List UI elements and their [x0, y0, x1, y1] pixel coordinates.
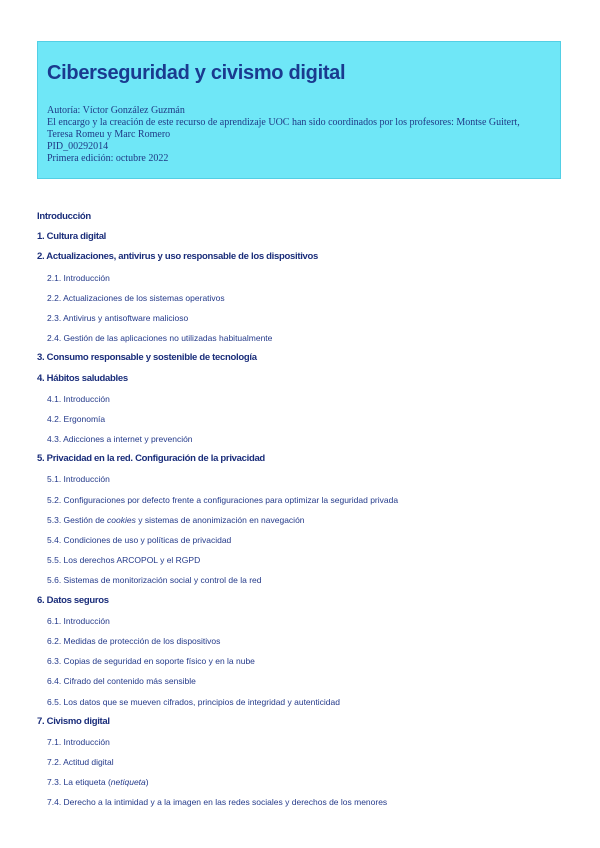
toc-entry-text: 4. Hábitos saludables [37, 372, 128, 384]
toc-entry-text: 4.2. Ergonomía [47, 413, 106, 424]
toc-entry-text: 7.3. La etiqueta ( [47, 777, 111, 788]
toc-entry-text: 4.1. Introducción [47, 393, 110, 404]
toc-entry-italic-term: netiqueta [110, 777, 146, 788]
toc-entry-text: 7.1. Introducción [47, 736, 110, 747]
toc-entry-text: 5.5. Los derechos ARCOPOL y el RGPD [47, 555, 201, 566]
toc-entry-text: 5. Privacidad en la red. Configuración de la privacidad [37, 453, 265, 465]
toc-section-link[interactable] [37, 795, 567, 815]
toc-section-link[interactable] [37, 412, 567, 432]
toc-section-link[interactable] [37, 311, 567, 331]
toc-section-link[interactable] [37, 634, 567, 654]
toc-section-link[interactable] [37, 674, 567, 694]
toc-entry-italic-term: cookies [107, 514, 136, 525]
author-line: Autoría: Víctor González Guzmán [47, 105, 185, 116]
toc-chapter-link[interactable] [37, 372, 567, 392]
toc-entry-text: 7. Civismo digital [37, 715, 110, 727]
title-box [37, 41, 561, 179]
pid-line: PID_00292014 [47, 141, 109, 152]
toc-entry-text: 4.3. Adicciones a internet y prevención [47, 434, 193, 445]
toc-entry-text: 6. Datos seguros [37, 594, 109, 606]
toc-chapter-link[interactable] [37, 210, 567, 230]
toc-section-link[interactable] [37, 654, 567, 674]
toc-section-link[interactable] [37, 755, 567, 775]
toc-section-link[interactable] [37, 573, 567, 593]
toc-entry-text: 3. Consumo responsable y sostenible de tecnología [37, 352, 257, 364]
toc-section-link[interactable] [37, 291, 567, 311]
toc-section-link[interactable] [37, 533, 567, 553]
toc-chapter-link[interactable] [37, 594, 567, 614]
toc-entry-text: 2. Actualizaciones, antivirus y uso responsable de los dispositivos [37, 251, 319, 263]
toc-section-link[interactable] [37, 695, 567, 715]
document-title: Ciberseguridad y civismo digital [47, 62, 346, 84]
toc-entry-text: 6.4. Cifrado del contenido más sensible [47, 676, 196, 687]
toc-entry-text: 5.1. Introducción [47, 474, 110, 485]
toc-entry-text: 6.2. Medidas de protección de los dispositivos [47, 635, 221, 646]
toc-entry-text: 2.4. Gestión de las aplicaciones no utilizadas habitualmente [47, 333, 273, 344]
toc-entry-text: 6.3. Copias de seguridad en soporte físico y en la nube [47, 656, 255, 667]
table-of-contents [37, 210, 567, 816]
toc-section-link[interactable] [37, 432, 567, 452]
document-metadata [47, 105, 560, 165]
toc-section-link[interactable] [37, 614, 567, 634]
toc-entry-text-tail: ) [145, 777, 149, 788]
toc-entry-text: 5.2. Configuraciones por defecto frente a configuraciones para optimizar la seguridad privada [47, 494, 399, 505]
toc-chapter-link[interactable] [37, 250, 567, 270]
toc-entry-text: 6.5. Los datos que se mueven cifrados, principios de integridad y autenticidad [47, 696, 340, 707]
toc-entry-text: 5.3. Gestión de [47, 514, 108, 525]
toc-entry-text: 6.1. Introducción [47, 615, 110, 626]
toc-section-link[interactable] [37, 735, 567, 755]
toc-section-link[interactable] [37, 392, 567, 412]
toc-chapter-link[interactable] [37, 452, 567, 472]
toc-entry-text: 7.4. Derecho a la intimidad y a la imagen en las redes sociales y derechos de los menores [47, 797, 388, 808]
toc-entry-text: 2.1. Introducción [47, 272, 110, 283]
edition-line: Primera edición: octubre 2022 [47, 153, 169, 164]
toc-section-link[interactable] [37, 553, 567, 573]
toc-section-link[interactable] [37, 472, 567, 492]
toc-entry-text: 5.6. Sistemas de monitorización social y control de la red [47, 575, 262, 586]
coordination-line: El encargo y la creación de este recurso de aprendizaje UOC han sido coordinados por los profesores: Montse Guitert, Teresa Romeu y Marc Romero [47, 117, 520, 140]
toc-entry-text: 7.2. Actitud digital [47, 757, 114, 768]
toc-chapter-link[interactable] [37, 230, 567, 250]
toc-entry-text: Introducción [37, 211, 91, 222]
toc-chapter-link[interactable] [37, 351, 567, 371]
toc-entry-text: 5.4. Condiciones de uso y políticas de privacidad [47, 535, 232, 545]
toc-entry-text: 1. Cultura digital [37, 231, 107, 243]
toc-entry-text: 2.3. Antivirus y antisoftware malicioso [47, 312, 189, 323]
toc-section-link[interactable] [37, 775, 567, 795]
toc-section-link[interactable] [37, 493, 567, 513]
toc-entry-text: 2.2. Actualizaciones de los sistemas operativos [47, 292, 225, 303]
toc-entry-text-tail: y sistemas de anonimización en navegación [135, 514, 305, 525]
toc-chapter-link[interactable] [37, 715, 567, 735]
toc-section-link[interactable] [37, 331, 567, 351]
toc-section-link[interactable] [37, 271, 567, 291]
toc-section-link[interactable] [37, 513, 567, 533]
